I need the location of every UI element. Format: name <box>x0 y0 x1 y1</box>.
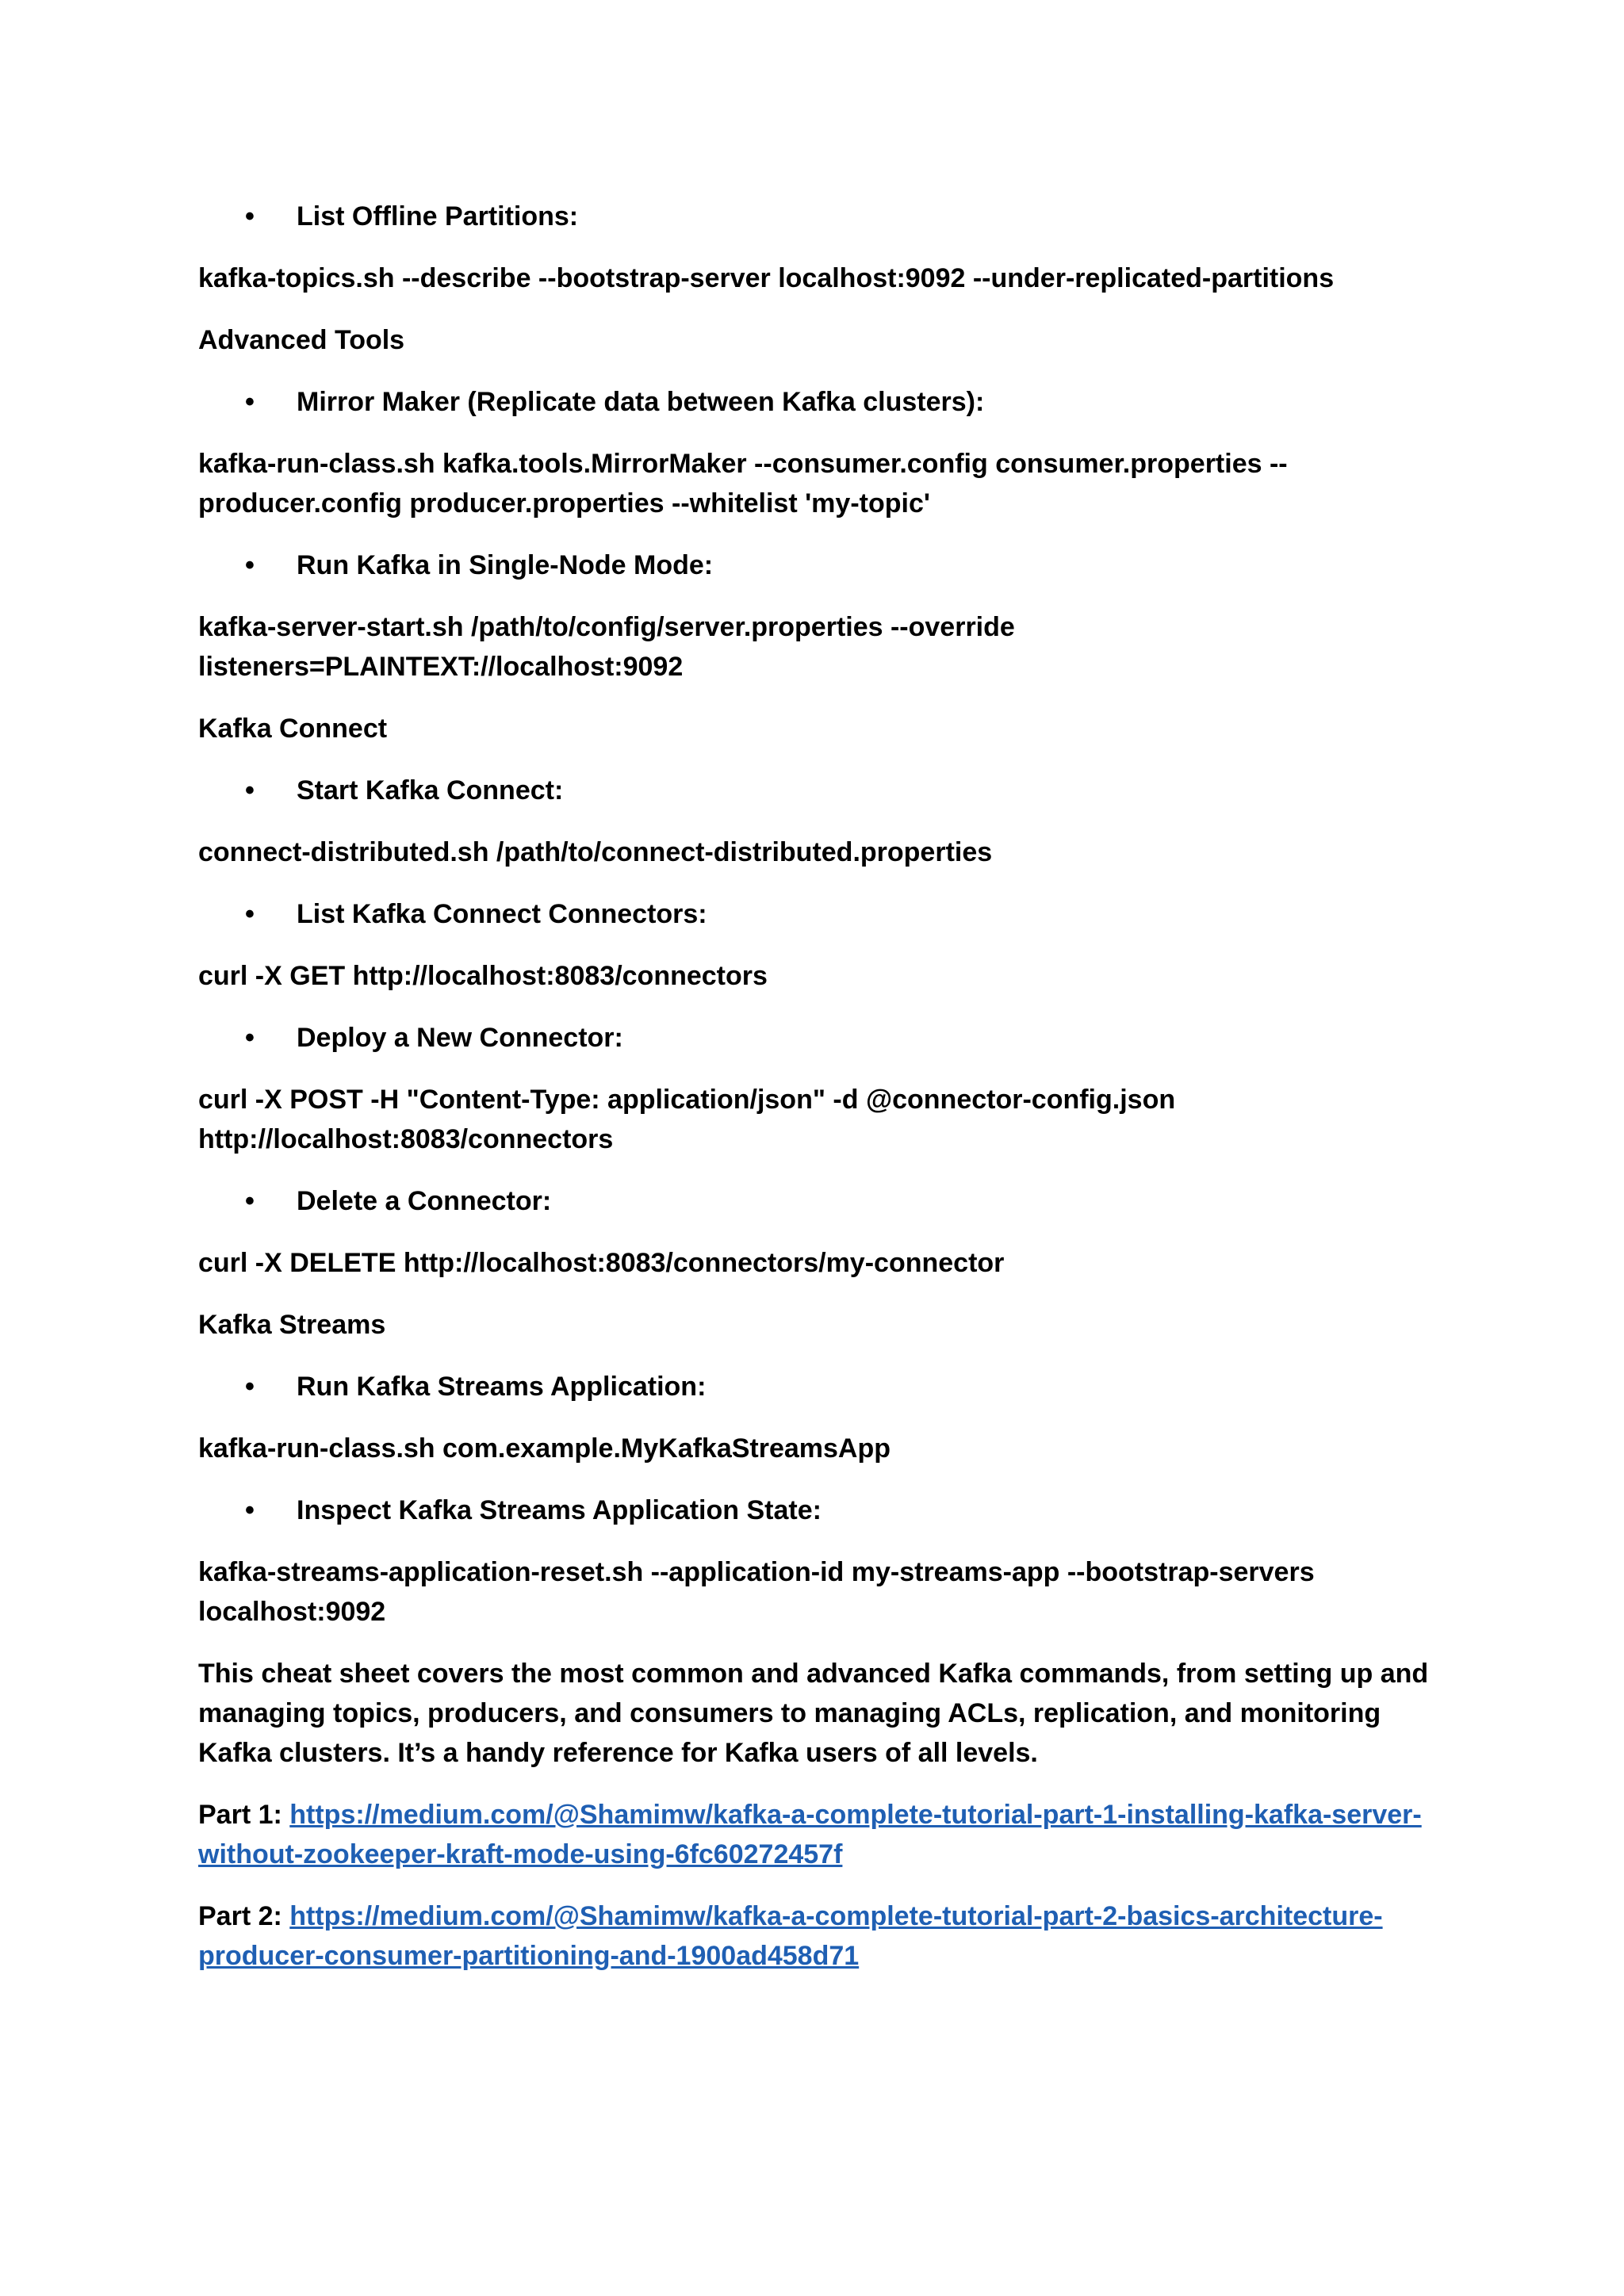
command-text: kafka-run-class.sh kafka.tools.MirrorMaker --consumer.config consumer.properties --producer.config producer.properties --whitelist 'my-topic' <box>198 449 1288 519</box>
bullet-text: Start Kafka Connect: <box>297 775 564 806</box>
bullet-icon: • <box>245 1023 255 1053</box>
command-text: curl -X DELETE http://localhost:8083/connectors/my-connector <box>198 1248 1005 1278</box>
bullet-text: Run Kafka in Single-Node Mode: <box>297 550 714 580</box>
bullet-icon: • <box>245 201 255 232</box>
bullet-text: Inspect Kafka Streams Application State: <box>297 1495 822 1525</box>
bullet-text: Mirror Maker (Replicate data between Kafka clusters): <box>297 387 985 417</box>
bullet-icon: • <box>245 1186 255 1216</box>
part-1-link[interactable]: https://medium.com/@Shamimw/kafka-a-complete-tutorial-part-1-installing-kafka-server-without-zookeeper-kraft-mode-using-6fc60272457f <box>198 1800 1422 1869</box>
command-text: kafka-streams-application-reset.sh --application-id my-streams-app --bootstrap-servers localhost:9092 <box>198 1557 1315 1627</box>
bullet-icon: • <box>245 550 255 580</box>
part-1-reference <box>198 1795 1435 1874</box>
bullet-inspect-streams-state <box>198 1490 1435 1530</box>
bullet-text: Run Kafka Streams Application: <box>297 1372 707 1402</box>
bullet-text: List Kafka Connect Connectors: <box>297 899 707 929</box>
part-2-label: Part 2: <box>198 1901 290 1931</box>
bullet-text: Delete a Connector: <box>297 1186 552 1216</box>
bullet-icon: • <box>245 387 255 417</box>
command-text: kafka-run-class.sh com.example.MyKafkaStreamsApp <box>198 1433 891 1464</box>
command-text: kafka-server-start.sh /path/to/config/server.properties --override listeners=PLAINTEXT://localhost:9092 <box>198 612 1015 682</box>
part-1-label: Part 1: <box>198 1800 290 1830</box>
part-2-reference <box>198 1896 1404 1976</box>
summary-paragraph: This cheat sheet covers the most common and advanced Kafka commands, from setting up and managing topics, producers, and consumers to managing ACLs, replication, and monitoring Kafka clusters. It’s a handy reference for Kafka users of all levels. <box>198 1659 1429 1768</box>
bullet-mirror-maker <box>198 382 1435 422</box>
part-2-link[interactable]: https://medium.com/@Shamimw/kafka-a-complete-tutorial-part-2-basics-architecture-producer-consumer-partitioning-and-1900ad458d71 <box>198 1901 1383 1971</box>
bullet-single-node-mode <box>198 545 1435 585</box>
bullet-deploy-connector <box>198 1018 1435 1058</box>
bullet-icon: • <box>245 775 255 806</box>
command-text: connect-distributed.sh /path/to/connect-distributed.properties <box>198 837 993 867</box>
bullet-text: Deploy a New Connector: <box>297 1023 623 1053</box>
document-body <box>198 197 1435 1998</box>
bullet-icon: • <box>245 899 255 929</box>
section-heading: Kafka Streams <box>198 1310 386 1340</box>
bullet-list-offline-partitions <box>198 197 1435 236</box>
bullet-list-connectors <box>198 894 1435 934</box>
bullet-delete-connector <box>198 1181 1435 1221</box>
bullet-text: List Offline Partitions: <box>297 201 579 232</box>
command-text: curl -X GET http://localhost:8083/connectors <box>198 961 768 991</box>
command-text: kafka-topics.sh --describe --bootstrap-server localhost:9092 --under-replicated-partitions <box>198 263 1335 293</box>
section-heading: Advanced Tools <box>198 325 405 355</box>
bullet-icon: • <box>245 1495 255 1525</box>
bullet-icon: • <box>245 1372 255 1402</box>
bullet-run-streams-app <box>198 1367 1435 1406</box>
command-text: curl -X POST -H "Content-Type: application/json" -d @connector-config.json http://localhost:8083/connectors <box>198 1085 1176 1154</box>
section-heading: Kafka Connect <box>198 714 388 744</box>
bullet-start-kafka-connect <box>198 771 1435 810</box>
